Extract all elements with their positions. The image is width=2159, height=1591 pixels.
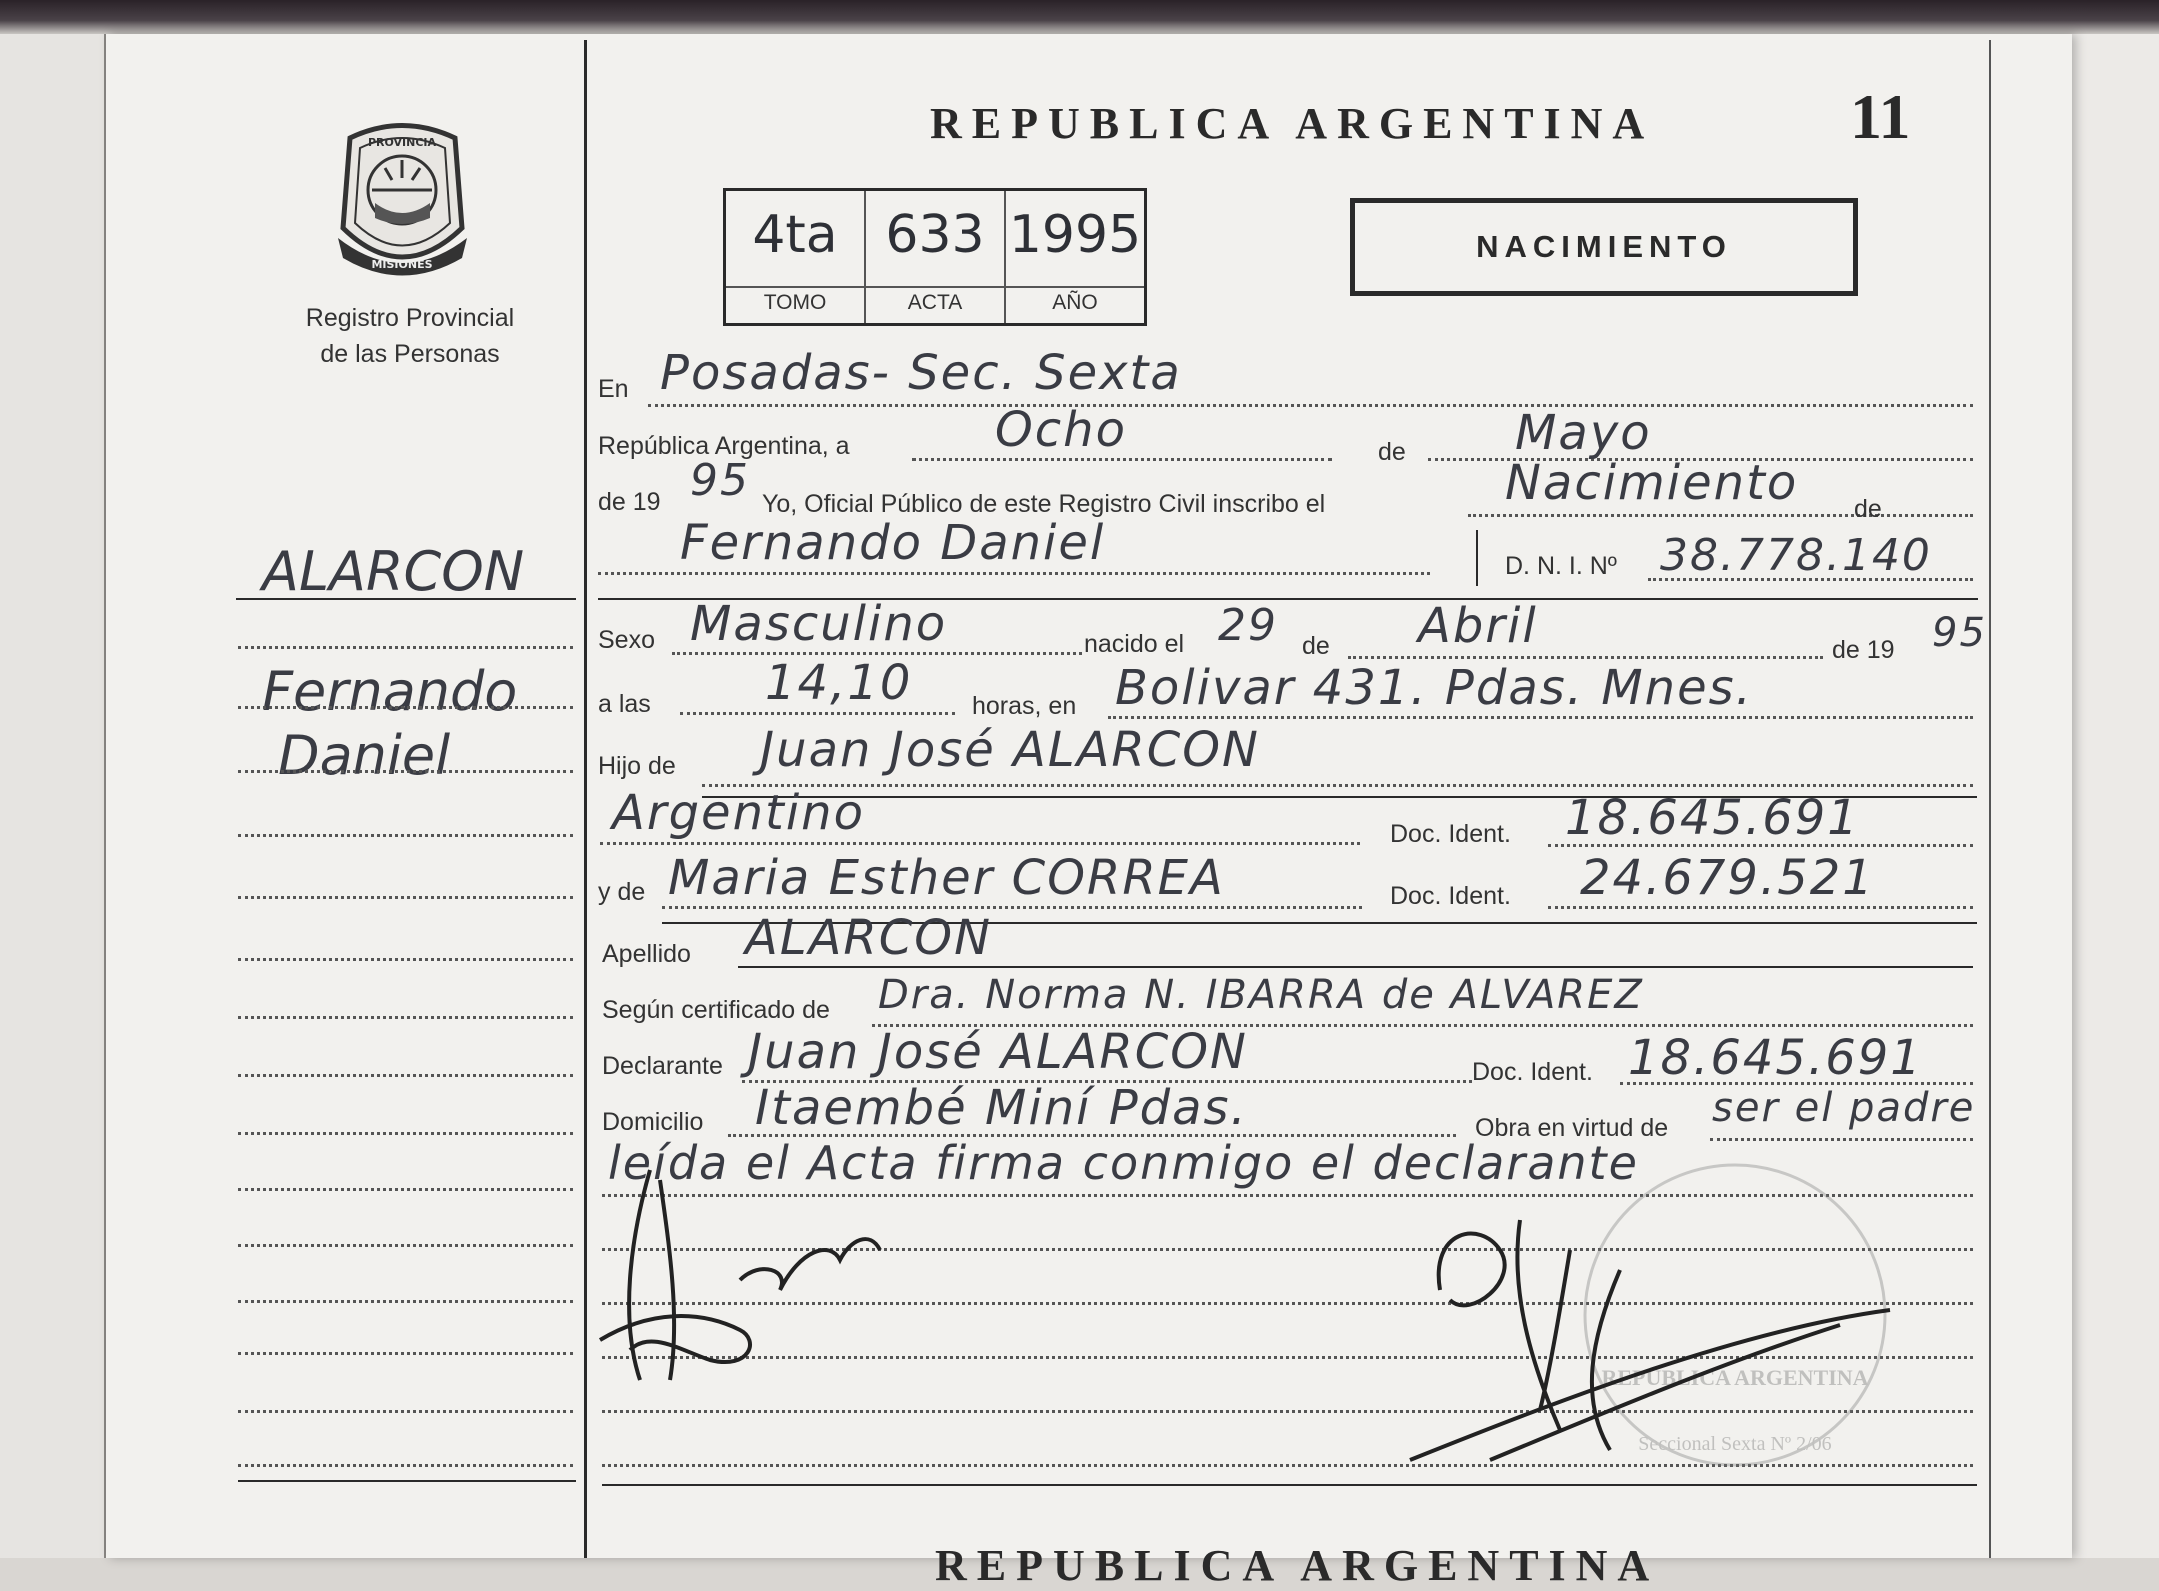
padre-nac-line xyxy=(600,842,1360,845)
record-type-box: NACIMIENTO xyxy=(1350,198,1858,296)
margin-line xyxy=(238,1410,573,1413)
margin-line xyxy=(238,1074,573,1077)
apellido-value: ALARCON xyxy=(745,910,992,966)
de-label: de xyxy=(1378,438,1406,466)
previous-page-edge xyxy=(0,34,107,1558)
stamp-line1: REPUBLICA ARGENTINA xyxy=(1601,1365,1869,1390)
certificado-label: Según certificado de xyxy=(602,996,830,1024)
official-signature xyxy=(1410,1210,1910,1470)
page-number: 11 xyxy=(1850,81,1911,152)
dni-value: 38.778.140 xyxy=(1660,530,1932,581)
nacido-dia-value: 29 xyxy=(1218,600,1278,651)
padre-doc-value: 18.645.691 xyxy=(1565,790,1860,846)
margin-line xyxy=(238,1300,573,1303)
madre-doc-label: Doc. Ident. xyxy=(1390,882,1511,910)
margin-line xyxy=(238,1132,573,1135)
ano-cell xyxy=(1006,191,1144,323)
declarante-doc-value: 18.645.691 xyxy=(1628,1030,1923,1086)
declarante-value: Juan José ALARCON xyxy=(748,1024,1248,1080)
margin-line xyxy=(238,1464,573,1467)
de19-label: de 19 xyxy=(598,488,661,516)
bottom-rule xyxy=(602,1484,1977,1486)
seal-bottom-text: MISIONES xyxy=(371,258,433,271)
registry-name-line2: de las Personas xyxy=(320,340,500,368)
madre-value: Maria Esther CORREA xyxy=(668,850,1225,906)
acta-cell xyxy=(866,191,1006,323)
nacido-ano-value: 95 xyxy=(1932,610,1987,656)
acta-label: ACTA xyxy=(866,286,1004,315)
republica-label: República Argentina, a xyxy=(598,432,850,460)
hora-value: 14,10 xyxy=(765,655,913,711)
madre-doc-line xyxy=(1548,906,1973,909)
stamp-line2: Seccional Sexta Nº 2/06 xyxy=(1638,1433,1832,1455)
book-spine-shadow xyxy=(0,0,2159,34)
ano-value: 1995 xyxy=(1008,205,1142,265)
margin-line xyxy=(238,646,573,649)
madre-line xyxy=(662,906,1362,909)
mes-value: Mayo xyxy=(1515,405,1652,461)
obra-value: ser el padre xyxy=(1712,1085,1976,1131)
registry-name-line1: Registro Provincial xyxy=(305,304,515,332)
seal-top-text: PROVINCIA xyxy=(367,136,437,149)
dni-label: D. N. I. Nº xyxy=(1505,552,1617,580)
dia-value: Ocho xyxy=(995,402,1127,458)
en-line xyxy=(648,404,1973,407)
misiones-seal-icon xyxy=(330,118,475,276)
ano-written-value: 95 xyxy=(690,455,750,506)
padre-value: Juan José ALARCON xyxy=(760,722,1260,778)
lugar-line xyxy=(1108,716,1973,719)
margin-line xyxy=(238,1188,573,1191)
tomo-cell xyxy=(726,191,866,323)
padre-doc-label: Doc. Ident. xyxy=(1390,820,1511,848)
sexo-value: Masculino xyxy=(690,596,948,652)
ano-label: AÑO xyxy=(1006,286,1144,315)
margin-line xyxy=(238,834,573,837)
lugar-value: Bolivar 431. Pdas. Mnes. xyxy=(1115,660,1753,716)
margin-rule xyxy=(236,598,576,600)
hora-line xyxy=(680,712,955,715)
acto-line xyxy=(1468,514,1973,517)
margin-line xyxy=(238,958,573,961)
padre-nac-value: Argentino xyxy=(612,785,865,841)
margin-first-name: Fernando xyxy=(262,660,518,723)
acta-value: 633 xyxy=(885,205,985,265)
registry-name xyxy=(260,300,560,372)
en-label: En xyxy=(598,375,629,403)
dia-line xyxy=(912,458,1332,461)
tomo-value: 4ta xyxy=(752,205,838,265)
margin-line xyxy=(238,1352,573,1355)
nombre-line xyxy=(598,572,1430,575)
margin-surname: ALARCON xyxy=(262,540,525,603)
margin-divider xyxy=(584,40,587,1558)
nombre-value: Fernando Daniel xyxy=(680,515,1106,571)
obra-label: Obra en virtud de xyxy=(1475,1114,1669,1142)
nacido-label: nacido el xyxy=(1084,630,1185,658)
right-border xyxy=(1989,40,1991,1558)
apellido-line xyxy=(738,966,1973,968)
domicilio-label: Domicilio xyxy=(602,1108,704,1136)
margin-line xyxy=(238,1244,573,1247)
oficial-label: Yo, Oficial Público de este Registro Civil inscribo el xyxy=(762,490,1326,518)
alas-label: a las xyxy=(598,690,651,718)
nacido-mes-line xyxy=(1348,656,1823,659)
margin-line xyxy=(238,706,573,709)
madre-doc-value: 24.679.521 xyxy=(1580,850,1875,906)
nacido-de-label: de xyxy=(1302,632,1330,660)
domicilio-value: Itaembé Miní Pdas. xyxy=(755,1080,1248,1136)
nacido-mes-value: Abril xyxy=(1418,598,1538,654)
margin-second-name: Daniel xyxy=(278,724,451,787)
margin-line xyxy=(238,896,573,899)
padre-line xyxy=(702,784,1973,787)
dni-box-left xyxy=(1476,530,1478,586)
acto-value: Nacimiento xyxy=(1505,455,1799,511)
yde-label: y de xyxy=(598,878,646,906)
de-after-label: de xyxy=(1854,495,1882,523)
margin-line xyxy=(238,770,573,773)
sexo-label: Sexo xyxy=(598,626,655,654)
cierre-value: leída el Acta firma conmigo el declarante xyxy=(608,1136,1639,1190)
footer-country-header: REPUBLICA ARGENTINA xyxy=(935,1541,1660,1590)
margin-bottom-rule xyxy=(238,1480,576,1482)
declarante-label: Declarante xyxy=(602,1052,723,1080)
hijo-label: Hijo de xyxy=(598,752,676,780)
declarant-signature xyxy=(590,1160,890,1400)
de1995-label: de 19 xyxy=(1832,636,1895,664)
apellido-label: Apellido xyxy=(602,940,691,968)
certificado-value: Dra. Norma N. IBARRA de ALVAREZ xyxy=(878,972,1644,1018)
record-number-box xyxy=(723,188,1147,326)
tomo-label: TOMO xyxy=(726,286,864,315)
obra-line xyxy=(1710,1138,1973,1141)
en-value: Posadas- Sec. Sexta xyxy=(660,345,1182,401)
declarante-doc-label: Doc. Ident. xyxy=(1472,1058,1593,1086)
country-header: REPUBLICA ARGENTINA xyxy=(930,99,1655,148)
horas-en-label: horas, en xyxy=(972,692,1077,720)
margin-line xyxy=(238,1016,573,1019)
